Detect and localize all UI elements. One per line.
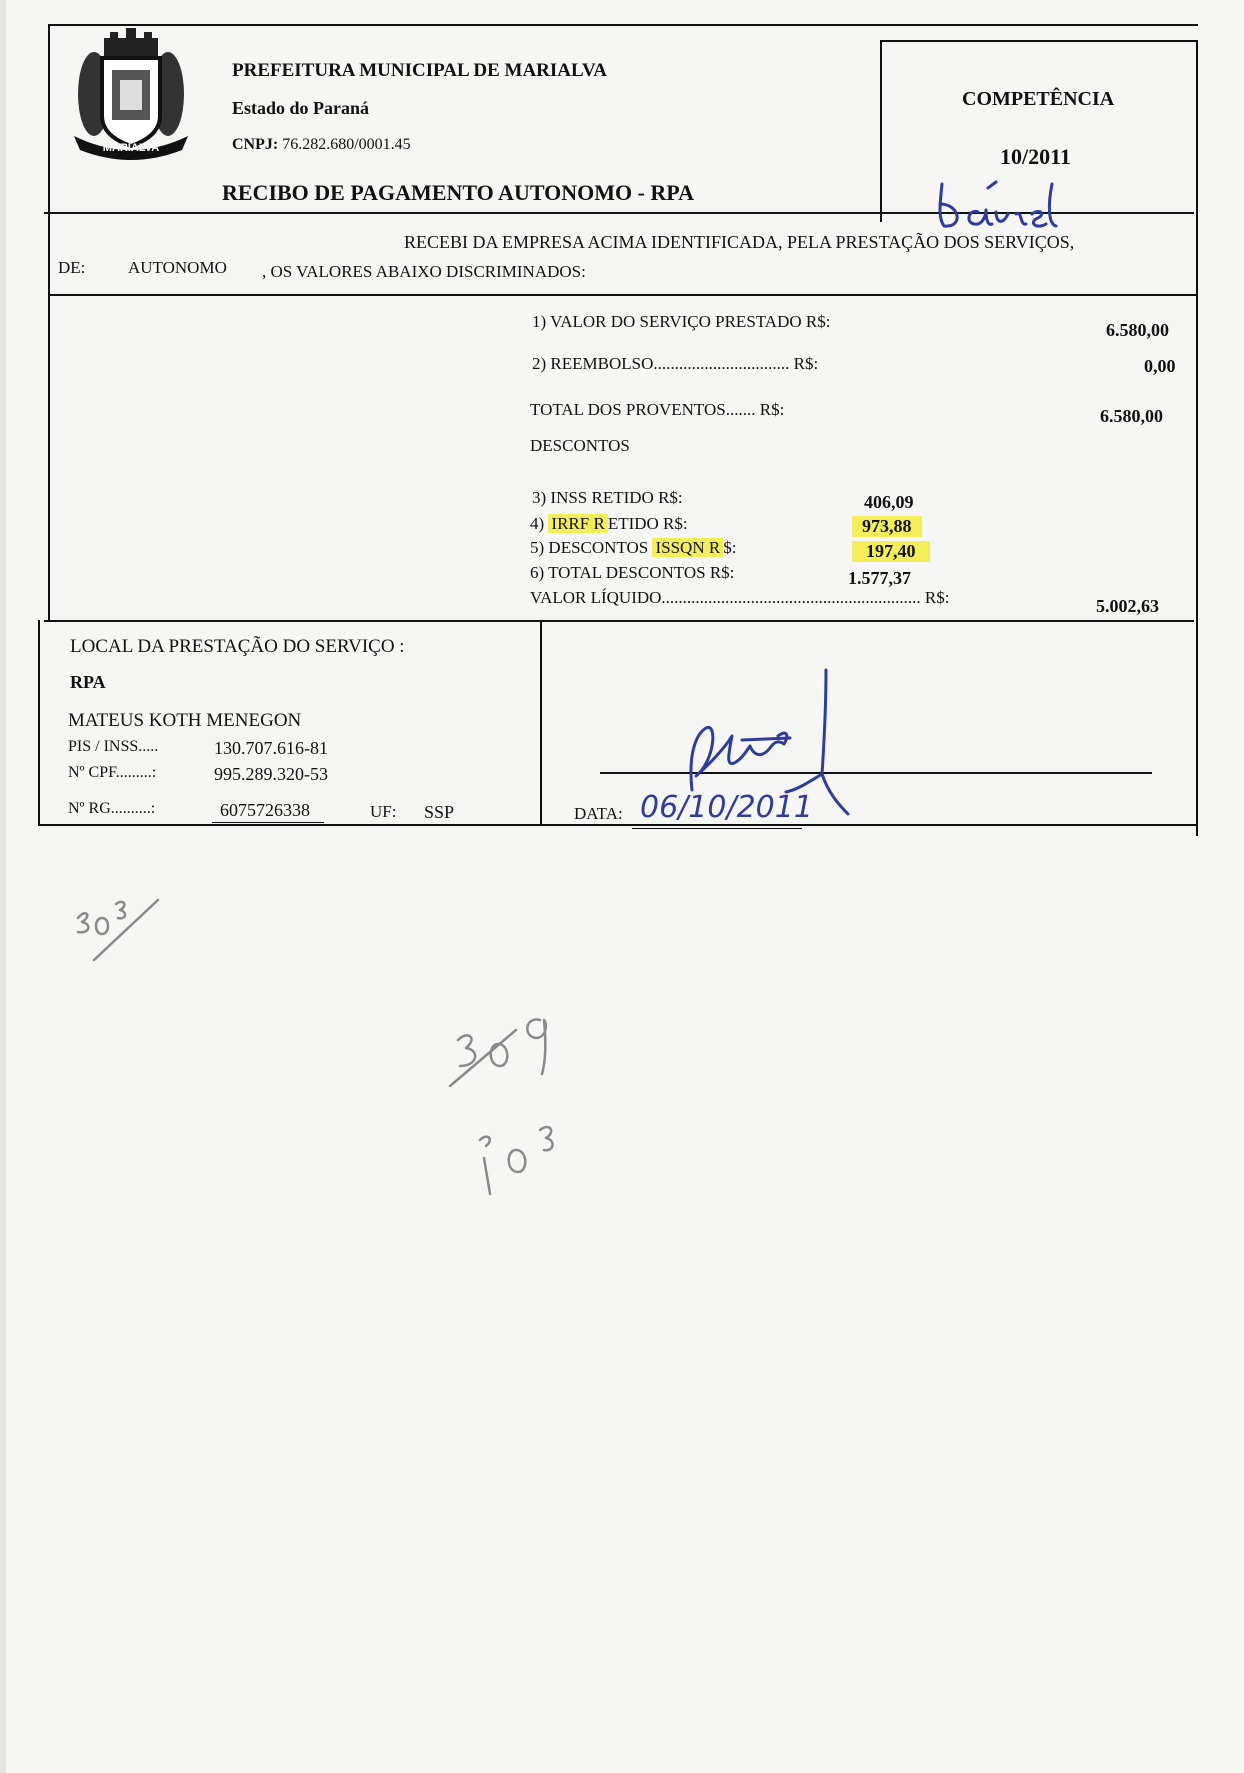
- total-proventos-value: 6.580,00: [1100, 406, 1163, 426]
- cnpj-label: CNPJ:: [232, 136, 279, 153]
- servico-label: 1) VALOR DO SERVIÇO PRESTADO R$:: [532, 312, 831, 331]
- values-left-line: [48, 294, 50, 622]
- statement-bottom-line: [48, 294, 1198, 296]
- irrf-label: [530, 514, 688, 534]
- issqn-label: [530, 538, 736, 558]
- issqn-highlight: ISSQN R: [652, 538, 723, 557]
- provider-divider-vertical: [540, 622, 542, 826]
- pencil-annotation-303-second: [470, 1110, 590, 1200]
- valor-liquido-label: VALOR LÍQUIDO............................................................. R$:: [530, 588, 950, 607]
- statement-line-1: RECEBI DA EMPRESA ACIMA IDENTIFICADA, PELA PRESTAÇÃO DOS SERVIÇOS,: [404, 232, 1075, 252]
- frame-bottom-line: [38, 824, 1198, 826]
- values-bottom-line: [44, 620, 1194, 622]
- statement-line-2: , OS VALORES ABAIXO DISCRIMINADOS:: [262, 262, 586, 281]
- total-descontos-value: 1.577,37: [848, 568, 911, 588]
- de-label: DE:: [58, 258, 86, 277]
- competencia-label: COMPETÊNCIA: [962, 88, 1115, 110]
- reembolso-label: 2) REEMBOLSO................................ R$:: [532, 354, 819, 373]
- pencil-annotation-303: [70, 890, 170, 970]
- cnpj-value: 76.282.680/0001.45: [282, 136, 411, 153]
- handwritten-date: 06/10/2011: [640, 790, 813, 825]
- municipal-crest-icon: [66, 24, 196, 164]
- pis-label: PIS / INSS.....: [68, 738, 159, 755]
- rg-label: Nº RG..........:: [68, 800, 156, 817]
- pencil-2-text: [480, 1040, 482, 1041]
- frame-top-line: [48, 24, 1198, 26]
- irrf-value: 973,88: [852, 516, 922, 537]
- handwritten-initial-signature: [930, 174, 1080, 238]
- local-value: RPA: [70, 672, 106, 692]
- data-label: DATA:: [574, 804, 623, 823]
- top-signature-text: [980, 190, 983, 191]
- pencil-1-text: [90, 920, 92, 921]
- irrf-highlight: IRRF R: [548, 514, 607, 533]
- reembolso-value: 0,00: [1144, 356, 1176, 376]
- provider-name: MATEUS KOTH MENEGON: [68, 710, 302, 731]
- issqn-value: 197,40: [852, 541, 930, 562]
- org-name: PREFEITURA MUNICIPAL DE MARIALVA: [232, 60, 607, 81]
- frame-left-line: [48, 24, 50, 296]
- inss-label: 3) INSS RETIDO R$:: [532, 488, 683, 507]
- irrf-number: 4): [530, 514, 549, 533]
- document-title: RECIBO DE PAGAMENTO AUTONOMO - RPA: [222, 180, 695, 205]
- header-divider-vertical: [880, 40, 882, 222]
- state-name: Estado do Paraná: [232, 98, 370, 118]
- page-edge: [0, 0, 6, 1773]
- de-value: AUTONOMO: [128, 258, 227, 277]
- pencil-annotation-309: [446, 1010, 586, 1110]
- irrf-rest: ETIDO R$:: [607, 514, 688, 533]
- issqn-rest: $:: [723, 538, 737, 557]
- uf-value: SSP: [424, 802, 455, 822]
- cnpj: [232, 136, 411, 154]
- pis-value: 130.707.616-81: [214, 738, 328, 758]
- cpf-label: Nº CPF.........:: [68, 764, 157, 781]
- frame-right-line: [1196, 40, 1198, 836]
- frame-top-line-right: [880, 40, 1198, 42]
- provider-signature: [666, 664, 876, 834]
- uf-label: UF:: [370, 802, 397, 821]
- provider-left-line: [38, 620, 40, 826]
- svg-text:MARIALVA: MARIALVA: [102, 142, 160, 154]
- rg-value: 6075726338: [220, 800, 310, 820]
- valor-liquido-value: 5.002,63: [1096, 596, 1159, 616]
- issqn-prefix: 5) DESCONTOS: [530, 538, 653, 557]
- cpf-value: 995.289.320-53: [214, 764, 328, 784]
- servico-value: 6.580,00: [1106, 320, 1169, 340]
- descontos-label: DESCONTOS: [530, 436, 630, 455]
- total-descontos-label: 6) TOTAL DESCONTOS R$:: [530, 563, 735, 582]
- inss-value: 406,09: [864, 492, 914, 512]
- competencia-value: 10/2011: [1000, 144, 1071, 169]
- total-proventos-label: TOTAL DOS PROVENTOS....... R$:: [530, 400, 785, 419]
- local-label: LOCAL DA PRESTAÇÃO DO SERVIÇO :: [70, 636, 405, 657]
- pencil-3-text: [490, 1150, 492, 1151]
- rg-underline: [212, 822, 324, 823]
